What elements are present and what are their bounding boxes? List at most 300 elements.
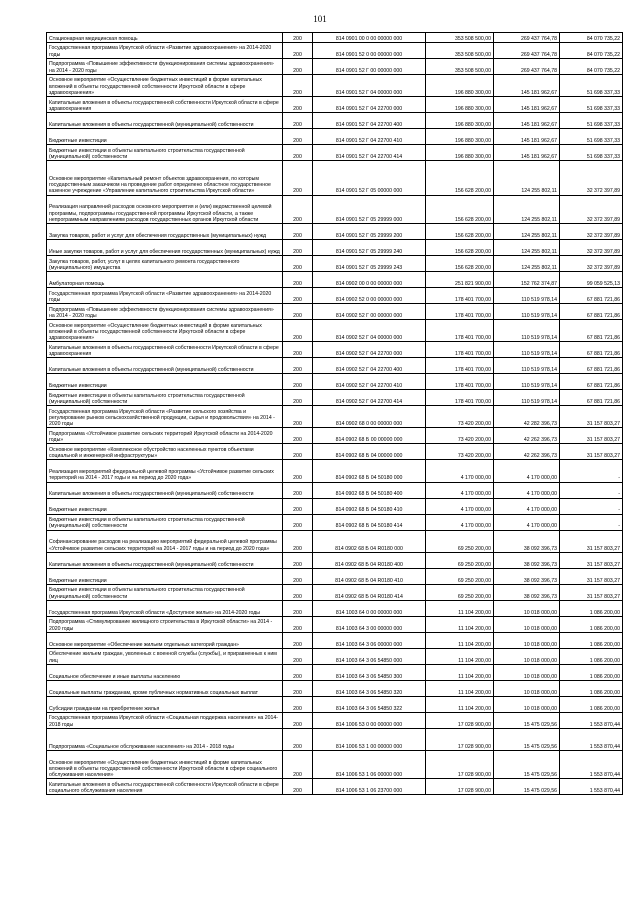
expense-name-cell: Бюджетные инвестиции в объекты капитального строительства государственной (муниципальной) собственности (47, 584, 283, 600)
line-code-cell: 200 (283, 239, 313, 255)
table-row (47, 648, 623, 664)
executed-amount-cell: 38 092 396,73 (494, 584, 560, 600)
line-code-cell: 200 (283, 160, 313, 195)
approved-amount-cell: 178 401 700,00 (426, 390, 494, 406)
classification-code-cell: 814 0901 52 Г 00 00000 000 (313, 58, 426, 74)
table-row (47, 342, 623, 358)
classification-code-cell: 814 0902 52 Г 04 22700 410 (313, 374, 426, 390)
remaining-amount-cell: - (560, 482, 623, 498)
approved-amount-cell: 17 028 900,00 (426, 712, 494, 728)
approved-amount-cell: 4 170 000,00 (426, 460, 494, 482)
approved-amount-cell: 196 880 300,00 (426, 128, 494, 144)
executed-amount-cell: 124 255 802,11 (494, 160, 560, 195)
expense-name-cell: Государственная программа Иркутской области «Доступное жилье» на 2014-2020 годы (47, 600, 283, 616)
remaining-amount-cell: 32 372 397,89 (560, 223, 623, 239)
approved-amount-cell: 353 508 500,00 (426, 58, 494, 74)
remaining-amount-cell: 1 553 870,44 (560, 728, 623, 750)
line-code-cell: 200 (283, 74, 313, 96)
line-code-cell: 200 (283, 514, 313, 530)
expense-name-cell: Бюджетные инвестиции (47, 374, 283, 390)
expense-name-cell: Основное мероприятие «Осуществление бюджетных инвестиций в форме капитальных вложений в объекты государственной собственности Иркутской области в сфере социального обслуживания населения» (47, 750, 283, 778)
line-code-cell: 200 (283, 712, 313, 728)
approved-amount-cell: 156 628 200,00 (426, 160, 494, 195)
table-row (47, 144, 623, 160)
expense-name-cell: Бюджетные инвестиции в объекты капитального строительства государственной (муниципальной) собственности (47, 144, 283, 160)
table-row (47, 664, 623, 680)
executed-amount-cell: 4 170 000,00 (494, 460, 560, 482)
classification-code-cell: 814 0901 52 Г 05 29999 243 (313, 255, 426, 271)
line-code-cell: 200 (283, 750, 313, 778)
executed-amount-cell: 10 018 000,00 (494, 664, 560, 680)
approved-amount-cell: 11 104 200,00 (426, 616, 494, 632)
table-row (47, 552, 623, 568)
classification-code-cell: 814 0901 52 Г 04 00000 000 (313, 74, 426, 96)
expense-name-cell: Подпрограмма «Устойчивое развитие сельских территорий Иркутской области на 2014-2020 годы» (47, 428, 283, 444)
remaining-amount-cell: 67 881 721,86 (560, 287, 623, 303)
remaining-amount-cell: 32 372 397,89 (560, 195, 623, 223)
executed-amount-cell: 10 018 000,00 (494, 648, 560, 664)
remaining-amount-cell: 32 372 397,89 (560, 255, 623, 271)
executed-amount-cell: 110 519 978,14 (494, 287, 560, 303)
table-row (47, 319, 623, 341)
line-code-cell: 200 (283, 33, 313, 43)
expense-name-cell: Софинансирование расходов на реализацию мероприятий федеральной целевой программы «Устойчивое развитие сельских территорий на 2014 - 2017 годы и на период до 2020 года» (47, 530, 283, 552)
approved-amount-cell: 17 028 900,00 (426, 728, 494, 750)
expense-name-cell: Основное мероприятие «Комплексное обустройство населенных пунктов объектами социальной и инженерной инфраструктуры» (47, 444, 283, 460)
classification-code-cell: 814 0901 52 Г 04 22700 400 (313, 112, 426, 128)
classification-code-cell: 814 1006 53 0 00 00000 000 (313, 712, 426, 728)
expense-name-cell: Государственная программа Иркутской области «Развитие здравоохранения» на 2014-2020 годы (47, 287, 283, 303)
remaining-amount-cell: 67 881 721,86 (560, 303, 623, 319)
remaining-amount-cell: 51 698 337,33 (560, 96, 623, 112)
table-row (47, 514, 623, 530)
line-code-cell: 200 (283, 530, 313, 552)
approved-amount-cell: 156 628 200,00 (426, 195, 494, 223)
expense-name-cell: Государственная программа Иркутской области «Развитие здравоохранения» на 2014-2020 годы (47, 42, 283, 58)
classification-code-cell: 814 0901 52 0 00 00000 000 (313, 42, 426, 58)
executed-amount-cell: 42 262 396,73 (494, 428, 560, 444)
table-row (47, 74, 623, 96)
expense-name-cell: Социальное обеспечение и иные выплаты населению (47, 664, 283, 680)
approved-amount-cell: 11 104 200,00 (426, 664, 494, 680)
line-code-cell: 200 (283, 287, 313, 303)
classification-code-cell: 814 1003 64 3 06 54850 000 (313, 648, 426, 664)
classification-code-cell: 814 0902 52 0 00 00000 000 (313, 287, 426, 303)
expense-name-cell: Основное мероприятие «Осуществление бюджетных инвестиций в форме капитальных вложений в объекты государственной собственности Иркутской области в сфере здравоохранения» (47, 319, 283, 341)
expense-name-cell: Государственная программа Иркутской области «Развитие сельского хозяйства и регулирование рынков сельскохозяйственной продукции, сырья и продовольствия» на 2014 - 2020 годы (47, 406, 283, 428)
expense-name-cell: Закупка товаров, работ, услуг в целях капитального ремонта государственного (муниципального) имущества (47, 255, 283, 271)
table-row (47, 303, 623, 319)
approved-amount-cell: 17 028 900,00 (426, 750, 494, 778)
approved-amount-cell: 353 508 500,00 (426, 33, 494, 43)
classification-code-cell: 814 0902 68 Б 04 R0180 410 (313, 568, 426, 584)
table-body (47, 33, 623, 795)
executed-amount-cell: 10 018 000,00 (494, 696, 560, 712)
line-code-cell: 200 (283, 460, 313, 482)
table-row (47, 33, 623, 43)
line-code-cell: 200 (283, 390, 313, 406)
classification-code-cell: 814 1003 64 3 06 54850 320 (313, 680, 426, 696)
line-code-cell: 200 (283, 58, 313, 74)
remaining-amount-cell: 67 881 721,86 (560, 319, 623, 341)
table-row (47, 482, 623, 498)
remaining-amount-cell: 67 881 721,86 (560, 342, 623, 358)
table-row (47, 160, 623, 195)
line-code-cell: 200 (283, 584, 313, 600)
table-row (47, 498, 623, 514)
expense-name-cell: Бюджетные инвестиции (47, 498, 283, 514)
executed-amount-cell: 38 092 396,73 (494, 568, 560, 584)
classification-code-cell: 814 1006 53 1 00 00000 000 (313, 728, 426, 750)
expense-name-cell: Капитальные вложения в объекты государственной (муниципальной) собственности (47, 552, 283, 568)
approved-amount-cell: 73 420 200,00 (426, 444, 494, 460)
expense-name-cell: Закупка товаров, работ и услуг для обеспечения государственных (муниципальных) нужд (47, 223, 283, 239)
line-code-cell: 200 (283, 779, 313, 795)
approved-amount-cell: 73 420 200,00 (426, 428, 494, 444)
executed-amount-cell: 124 255 802,11 (494, 255, 560, 271)
classification-code-cell: 814 0901 52 Г 05 29999 240 (313, 239, 426, 255)
expense-name-cell: Реализация мероприятий федеральной целевой программы «Устойчивое развитие сельских территорий на 2014 - 2017 годы и на период до 2020 года» (47, 460, 283, 482)
remaining-amount-cell: 1 553 870,44 (560, 779, 623, 795)
approved-amount-cell: 196 880 300,00 (426, 74, 494, 96)
remaining-amount-cell: 31 157 803,27 (560, 428, 623, 444)
table-row (47, 42, 623, 58)
classification-code-cell: 814 0902 68 Б 04 R0180 000 (313, 530, 426, 552)
remaining-amount-cell: 31 157 803,27 (560, 568, 623, 584)
remaining-amount-cell: 51 698 337,33 (560, 128, 623, 144)
approved-amount-cell: 11 104 200,00 (426, 696, 494, 712)
remaining-amount-cell: 84 070 735,22 (560, 58, 623, 74)
expense-name-cell: Субсидии гражданам на приобретение жилья (47, 696, 283, 712)
line-code-cell: 200 (283, 195, 313, 223)
classification-code-cell: 814 0901 52 Г 05 29999 000 (313, 195, 426, 223)
line-code-cell: 200 (283, 342, 313, 358)
expense-name-cell: Амбулаторная помощь (47, 271, 283, 287)
approved-amount-cell: 178 401 700,00 (426, 319, 494, 341)
approved-amount-cell: 4 170 000,00 (426, 514, 494, 530)
classification-code-cell: 814 0902 68 Б 04 50180 410 (313, 498, 426, 514)
executed-amount-cell: 15 475 029,56 (494, 712, 560, 728)
approved-amount-cell: 4 170 000,00 (426, 498, 494, 514)
executed-amount-cell: 38 092 396,73 (494, 552, 560, 568)
expense-name-cell: Реализация направлений расходов основного мероприятия и (или) ведомственной целевой программы, подпрограммы государственной программы Иркутской области, а также непрограммным направлениям расходов государственных органов Иркутской области (47, 195, 283, 223)
table-row (47, 680, 623, 696)
table-row (47, 568, 623, 584)
table-row (47, 255, 623, 271)
table-row (47, 374, 623, 390)
line-code-cell: 200 (283, 482, 313, 498)
line-code-cell: 200 (283, 128, 313, 144)
approved-amount-cell: 69 250 200,00 (426, 552, 494, 568)
executed-amount-cell: 124 255 802,11 (494, 195, 560, 223)
line-code-cell: 200 (283, 696, 313, 712)
expense-name-cell: Подпрограмма «Стимулирование жилищного строительства в Иркутской области» на 2014 - 2020 годы (47, 616, 283, 632)
expense-name-cell: Обеспечение жильем граждан, уволенных с военной службы (службы), и приравненных к ним лиц (47, 648, 283, 664)
remaining-amount-cell: 99 059 525,13 (560, 271, 623, 287)
approved-amount-cell: 178 401 700,00 (426, 374, 494, 390)
remaining-amount-cell: 31 157 803,27 (560, 530, 623, 552)
executed-amount-cell: 42 282 396,73 (494, 406, 560, 428)
line-code-cell: 200 (283, 303, 313, 319)
line-code-cell: 200 (283, 406, 313, 428)
page-number: 101 (313, 14, 327, 24)
remaining-amount-cell: 1 553 870,44 (560, 712, 623, 728)
classification-code-cell: 814 1003 64 3 06 54850 322 (313, 696, 426, 712)
classification-code-cell: 814 0902 52 Г 04 00000 000 (313, 319, 426, 341)
table-row (47, 96, 623, 112)
classification-code-cell: 814 0902 68 Б 04 R0180 400 (313, 552, 426, 568)
line-code-cell: 200 (283, 271, 313, 287)
approved-amount-cell: 11 104 200,00 (426, 600, 494, 616)
executed-amount-cell: 10 018 000,00 (494, 600, 560, 616)
table-row (47, 616, 623, 632)
remaining-amount-cell: 31 157 803,27 (560, 584, 623, 600)
table-row (47, 632, 623, 648)
remaining-amount-cell: 32 372 397,89 (560, 160, 623, 195)
expense-name-cell: Бюджетные инвестиции (47, 568, 283, 584)
table-row (47, 460, 623, 482)
line-code-cell: 200 (283, 632, 313, 648)
expense-name-cell: Капитальные вложения в объекты государственной (муниципальной) собственности (47, 358, 283, 374)
table-row (47, 239, 623, 255)
expense-name-cell: Стационарная медицинская помощь (47, 33, 283, 43)
table-row (47, 128, 623, 144)
approved-amount-cell: 69 250 200,00 (426, 584, 494, 600)
remaining-amount-cell: - (560, 498, 623, 514)
approved-amount-cell: 156 628 200,00 (426, 223, 494, 239)
approved-amount-cell: 156 628 200,00 (426, 239, 494, 255)
remaining-amount-cell: 51 698 337,33 (560, 112, 623, 128)
classification-code-cell: 814 1003 64 0 00 00000 000 (313, 600, 426, 616)
approved-amount-cell: 11 104 200,00 (426, 648, 494, 664)
remaining-amount-cell: 51 698 337,33 (560, 144, 623, 160)
classification-code-cell: 814 0902 52 Г 00 00000 000 (313, 303, 426, 319)
line-code-cell: 200 (283, 358, 313, 374)
executed-amount-cell: 10 018 000,00 (494, 632, 560, 648)
line-code-cell: 200 (283, 552, 313, 568)
remaining-amount-cell: 67 881 721,86 (560, 374, 623, 390)
line-code-cell: 200 (283, 96, 313, 112)
expense-name-cell: Основное мероприятие «Обеспечение жильем отдельных категорий граждан» (47, 632, 283, 648)
line-code-cell: 200 (283, 112, 313, 128)
line-code-cell: 200 (283, 680, 313, 696)
remaining-amount-cell: - (560, 514, 623, 530)
approved-amount-cell: 17 028 900,00 (426, 779, 494, 795)
line-code-cell: 200 (283, 428, 313, 444)
expense-name-cell: Бюджетные инвестиции в объекты капитального строительства государственной (муниципальной) собственности (47, 514, 283, 530)
line-code-cell: 200 (283, 568, 313, 584)
executed-amount-cell: 42 262 396,73 (494, 444, 560, 460)
approved-amount-cell: 196 880 300,00 (426, 96, 494, 112)
classification-code-cell: 814 0902 68 Б 00 00000 000 (313, 428, 426, 444)
table-row (47, 112, 623, 128)
approved-amount-cell: 11 104 200,00 (426, 680, 494, 696)
remaining-amount-cell: 84 070 735,22 (560, 42, 623, 58)
table-row (47, 195, 623, 223)
line-code-cell: 200 (283, 498, 313, 514)
classification-code-cell: 814 1003 64 3 06 54850 300 (313, 664, 426, 680)
line-code-cell: 200 (283, 319, 313, 341)
table-row (47, 750, 623, 778)
executed-amount-cell: 38 092 396,73 (494, 530, 560, 552)
classification-code-cell: 814 0902 68 Б 04 50180 400 (313, 482, 426, 498)
executed-amount-cell: 110 519 978,14 (494, 374, 560, 390)
executed-amount-cell: 152 762 374,87 (494, 271, 560, 287)
line-code-cell: 200 (283, 223, 313, 239)
executed-amount-cell: 110 519 978,14 (494, 303, 560, 319)
table-row (47, 390, 623, 406)
table-row (47, 287, 623, 303)
classification-code-cell: 814 0902 52 Г 04 22700 414 (313, 390, 426, 406)
table-row (47, 600, 623, 616)
classification-code-cell: 814 1006 53 1 06 00000 000 (313, 750, 426, 778)
line-code-cell: 200 (283, 616, 313, 632)
executed-amount-cell: 15 475 029,56 (494, 779, 560, 795)
remaining-amount-cell: 31 157 803,27 (560, 444, 623, 460)
executed-amount-cell: 10 018 000,00 (494, 680, 560, 696)
table-row (47, 779, 623, 795)
expense-name-cell: Основное мероприятие «Осуществление бюджетных инвестиций в форме капитальных вложений в объекты государственной собственности Иркутской области в сфере здравоохранения» (47, 74, 283, 96)
classification-code-cell: 814 0901 52 Г 04 22700 414 (313, 144, 426, 160)
table-row (47, 406, 623, 428)
expense-name-cell: Подпрограмма «Повышение эффективности функционирования системы здравоохранения» на 2014 - 2020 годы (47, 58, 283, 74)
expense-name-cell: Капитальные вложения в объекты государственной собственности Иркутской области в сфере социального обслуживания населения (47, 779, 283, 795)
classification-code-cell: 814 0902 52 Г 04 22700 000 (313, 342, 426, 358)
line-code-cell: 200 (283, 648, 313, 664)
executed-amount-cell: 4 170 000,00 (494, 514, 560, 530)
executed-amount-cell: 110 519 978,14 (494, 390, 560, 406)
remaining-amount-cell: 67 881 721,86 (560, 358, 623, 374)
remaining-amount-cell: 1 086 200,00 (560, 664, 623, 680)
budget-execution-table (46, 32, 623, 795)
table-row (47, 530, 623, 552)
approved-amount-cell: 73 420 200,00 (426, 406, 494, 428)
remaining-amount-cell: 1 086 200,00 (560, 648, 623, 664)
line-code-cell: 200 (283, 144, 313, 160)
expense-name-cell: Подпрограмма «Социальное обслуживание населения» на 2014 - 2018 годы (47, 728, 283, 750)
expense-name-cell: Капитальные вложения в объекты государственной (муниципальной) собственности (47, 112, 283, 128)
line-code-cell: 200 (283, 728, 313, 750)
remaining-amount-cell: 1 086 200,00 (560, 632, 623, 648)
classification-code-cell: 814 0901 52 Г 05 00000 000 (313, 160, 426, 195)
classification-code-cell: 814 0902 68 Б 04 50180 000 (313, 460, 426, 482)
table-row (47, 223, 623, 239)
expense-name-cell: Бюджетные инвестиции (47, 128, 283, 144)
table-row (47, 444, 623, 460)
classification-code-cell: 814 0901 52 Г 04 22700 410 (313, 128, 426, 144)
expense-name-cell: Иные закупки товаров, работ и услуг для обеспечения государственных (муниципальных) нужд (47, 239, 283, 255)
classification-code-cell: 814 0902 68 Б 04 00000 000 (313, 444, 426, 460)
classification-code-cell: 814 1003 64 3 00 00000 000 (313, 616, 426, 632)
expense-name-cell: Бюджетные инвестиции в объекты капитального строительства государственной (муниципальной) собственности (47, 390, 283, 406)
table-row (47, 696, 623, 712)
approved-amount-cell: 196 880 300,00 (426, 112, 494, 128)
classification-code-cell: 814 0901 52 Г 04 22700 000 (313, 96, 426, 112)
expense-name-cell: Подпрограмма «Повышение эффективности функционирования системы здравоохранения» на 2014 - 2020 годы (47, 303, 283, 319)
executed-amount-cell: 269 437 764,78 (494, 58, 560, 74)
approved-amount-cell: 251 821 900,00 (426, 271, 494, 287)
expense-name-cell: Основное мероприятие «Капитальный ремонт объектов здравоохранения, по которым государственным заказчиком на проведение работ определено областное государственное казенное учреждение «Управление капитального строительства Иркутской области» (47, 160, 283, 195)
executed-amount-cell: 145 181 962,67 (494, 144, 560, 160)
executed-amount-cell: 4 170 000,00 (494, 482, 560, 498)
approved-amount-cell: 4 170 000,00 (426, 482, 494, 498)
approved-amount-cell: 178 401 700,00 (426, 342, 494, 358)
classification-code-cell: 814 0902 68 Б 04 R0180 414 (313, 584, 426, 600)
table-row (47, 428, 623, 444)
table-row (47, 271, 623, 287)
classification-code-cell: 814 0901 52 Г 05 29999 200 (313, 223, 426, 239)
executed-amount-cell: 15 475 029,56 (494, 728, 560, 750)
classification-code-cell: 814 1003 64 3 06 00000 000 (313, 632, 426, 648)
approved-amount-cell: 178 401 700,00 (426, 303, 494, 319)
executed-amount-cell: 269 437 764,78 (494, 33, 560, 43)
table-row (47, 358, 623, 374)
executed-amount-cell: 15 475 029,56 (494, 750, 560, 778)
remaining-amount-cell: 51 698 337,33 (560, 74, 623, 96)
table-row (47, 58, 623, 74)
approved-amount-cell: 156 628 200,00 (426, 255, 494, 271)
executed-amount-cell: 145 181 962,67 (494, 74, 560, 96)
remaining-amount-cell: 1 086 200,00 (560, 600, 623, 616)
expense-name-cell: Капитальные вложения в объекты государственной собственности Иркутской области в сфере здравоохранения (47, 96, 283, 112)
executed-amount-cell: 124 255 802,11 (494, 223, 560, 239)
executed-amount-cell: 269 437 764,78 (494, 42, 560, 58)
remaining-amount-cell: 32 372 397,89 (560, 239, 623, 255)
executed-amount-cell: 145 181 962,67 (494, 128, 560, 144)
remaining-amount-cell: 31 157 803,27 (560, 552, 623, 568)
remaining-amount-cell: 1 086 200,00 (560, 696, 623, 712)
approved-amount-cell: 11 104 200,00 (426, 632, 494, 648)
approved-amount-cell: 196 880 300,00 (426, 144, 494, 160)
classification-code-cell: 814 0901 00 0 00 00000 000 (313, 33, 426, 43)
executed-amount-cell: 110 519 978,14 (494, 358, 560, 374)
classification-code-cell: 814 1006 53 1 06 23700 000 (313, 779, 426, 795)
remaining-amount-cell: 1 086 200,00 (560, 616, 623, 632)
executed-amount-cell: 110 519 978,14 (494, 342, 560, 358)
executed-amount-cell: 145 181 962,67 (494, 112, 560, 128)
line-code-cell: 200 (283, 664, 313, 680)
remaining-amount-cell: 31 157 803,27 (560, 406, 623, 428)
executed-amount-cell: 145 181 962,67 (494, 96, 560, 112)
table-row (47, 728, 623, 750)
remaining-amount-cell: 67 881 721,86 (560, 390, 623, 406)
expense-name-cell: Государственная программа Иркутской области «Социальная поддержка населения» на 2014-2018 годы (47, 712, 283, 728)
executed-amount-cell: 124 255 802,11 (494, 239, 560, 255)
remaining-amount-cell: - (560, 460, 623, 482)
remaining-amount-cell: 1 553 870,44 (560, 750, 623, 778)
line-code-cell: 200 (283, 444, 313, 460)
expense-name-cell: Социальные выплаты гражданам, кроме публичных нормативных социальных выплат (47, 680, 283, 696)
classification-code-cell: 814 0902 52 Г 04 22700 400 (313, 358, 426, 374)
approved-amount-cell: 353 508 500,00 (426, 42, 494, 58)
approved-amount-cell: 178 401 700,00 (426, 287, 494, 303)
table-row (47, 712, 623, 728)
remaining-amount-cell: 1 086 200,00 (560, 680, 623, 696)
remaining-amount-cell: 84 070 735,22 (560, 33, 623, 43)
classification-code-cell: 814 0902 00 0 00 00000 000 (313, 271, 426, 287)
expense-name-cell: Капитальные вложения в объекты государственной собственности Иркутской области в сфере здравоохранения (47, 342, 283, 358)
classification-code-cell: 814 0902 68 0 00 00000 000 (313, 406, 426, 428)
executed-amount-cell: 4 170 000,00 (494, 498, 560, 514)
line-code-cell: 200 (283, 374, 313, 390)
table-row (47, 584, 623, 600)
approved-amount-cell: 69 250 200,00 (426, 568, 494, 584)
executed-amount-cell: 10 018 000,00 (494, 616, 560, 632)
approved-amount-cell: 178 401 700,00 (426, 358, 494, 374)
executed-amount-cell: 110 519 978,14 (494, 319, 560, 341)
line-code-cell: 200 (283, 600, 313, 616)
line-code-cell: 200 (283, 255, 313, 271)
